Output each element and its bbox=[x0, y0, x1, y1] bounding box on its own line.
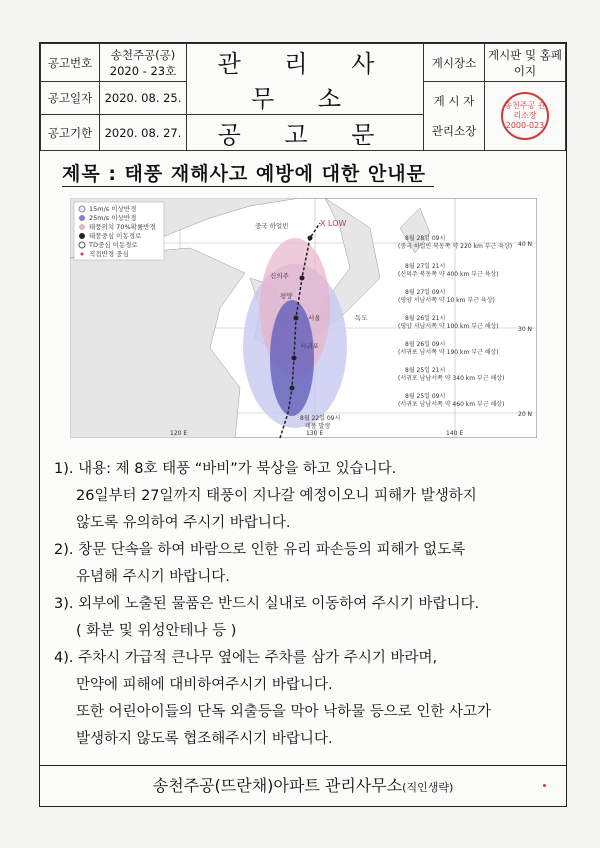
poster-cell: 게 시 자 관리소장 bbox=[424, 82, 485, 151]
date-value: 2020. 08. 25. bbox=[100, 82, 187, 115]
place-label: 게시장소 bbox=[424, 44, 485, 82]
red-dot bbox=[543, 784, 546, 787]
svg-text:30 N: 30 N bbox=[518, 326, 533, 333]
svg-text:태풍 발생: 태풍 발생 bbox=[305, 423, 331, 430]
svg-text:20 N: 20 N bbox=[518, 411, 533, 418]
title-underline bbox=[62, 186, 434, 187]
official-stamp: 송천주공 관리소장 2000-023 bbox=[501, 92, 549, 140]
svg-text:8월 27일 09시: 8월 27일 09시 bbox=[405, 289, 446, 296]
place-label: 서귀포 bbox=[300, 342, 319, 350]
svg-text:130 E: 130 E bbox=[306, 430, 324, 437]
stamp-cell bbox=[485, 82, 566, 151]
svg-text:8월 22일 09시: 8월 22일 09시 bbox=[300, 415, 341, 422]
svg-text:8월 25일 09시: 8월 25일 09시 bbox=[405, 393, 446, 400]
place-label: 중국 하얼빈 bbox=[255, 222, 289, 230]
item-4-line-2: 만약에 피해에 대비하여주시기 바랍니다. bbox=[76, 677, 333, 693]
svg-text:(서귀포 남서쪽 약 190 km 부근 해상): (서귀포 남서쪽 약 190 km 부근 해상) bbox=[398, 349, 499, 356]
notice-title: 공 고 문 bbox=[187, 115, 424, 151]
footer bbox=[40, 773, 566, 796]
item-1-line-2: 26일부터 27일까지 태풍이 지나갈 예정이오니 피해가 발생하지 bbox=[76, 488, 477, 504]
place-label: 신의주 bbox=[270, 272, 289, 280]
svg-text:(평양 서남서쪽 약 100 km 부근 해상): (평양 서남서쪽 약 100 km 부근 해상) bbox=[398, 323, 499, 330]
notice-frame bbox=[39, 42, 567, 807]
item-3-line-1: 3). 외부에 노출된 물품은 반드시 실내로 이동하여 주시기 바랍니다. bbox=[54, 596, 480, 612]
footer-main: 송천주공(뜨란채)아파트 관리사무소 bbox=[152, 776, 403, 795]
item-4-line-3: 또한 어린아이들의 단독 외출등을 막아 낙하물 등으로 인한 사고가 bbox=[76, 704, 492, 720]
place-label: 평양 bbox=[280, 292, 293, 300]
svg-text:(중국 하얼빈 북동쪽 약 220 km 부근 육상): (중국 하얼빈 북동쪽 약 220 km 부근 육상) bbox=[398, 243, 513, 250]
low-label: X LOW bbox=[320, 219, 347, 228]
place-value: 게시판 및 홈페이지 bbox=[485, 44, 566, 82]
date-label: 공고일자 bbox=[41, 82, 100, 115]
svg-text:8월 26일 09시: 8월 26일 09시 bbox=[405, 341, 446, 348]
notice-no-value: 송천주공(공) 2020 - 23호 bbox=[100, 44, 187, 82]
svg-text:(신의주 북동쪽 약 400 km 부근 육상): (신의주 북동쪽 약 400 km 부근 육상) bbox=[398, 271, 499, 278]
place-label: 독도 bbox=[355, 314, 368, 322]
svg-text:(서귀포 남남서쪽 약 340 km 부근 해상): (서귀포 남남서쪽 약 340 km 부근 해상) bbox=[398, 375, 505, 382]
deadline-label: 공고기한 bbox=[41, 115, 100, 151]
legend-item: 25m/s 이상반경 bbox=[89, 214, 137, 222]
svg-text:140 E: 140 E bbox=[446, 430, 464, 437]
footer-divider bbox=[40, 765, 566, 766]
legend-item: 태풍중심 이동경로 bbox=[89, 232, 142, 240]
svg-text:8월 27일 21시: 8월 27일 21시 bbox=[405, 263, 446, 270]
item-4-line-1: 4). 주차시 가급적 큰나무 옆에는 주차를 삼가 주시기 바라며, bbox=[54, 650, 438, 666]
item-3-line-2: ( 화분 및 위성안테나 등 ) bbox=[76, 623, 237, 639]
svg-text:(평양 서남서쪽 약 10 km 부근 육상): (평양 서남서쪽 약 10 km 부근 육상) bbox=[398, 297, 495, 304]
item-1-line-3: 않도록 유의하여 주시기 바랍니다. bbox=[76, 515, 291, 531]
svg-text:120 E: 120 E bbox=[170, 430, 188, 437]
item-4-line-4: 발생하지 않도록 협조해주시기 바랍니다. bbox=[76, 731, 333, 747]
notice-body bbox=[54, 456, 554, 753]
header-table bbox=[40, 43, 566, 151]
deadline-value: 2020. 08. 27. bbox=[100, 115, 187, 151]
svg-text:(서귀포 남남서쪽 약 460 km 부근 해상): (서귀포 남남서쪽 약 460 km 부근 해상) bbox=[398, 401, 505, 408]
legend-item: 태풍위치 70%확률반경 bbox=[89, 223, 156, 231]
legend-item: 15m/s 이상반경 bbox=[89, 205, 137, 213]
svg-text:40 N: 40 N bbox=[518, 241, 533, 248]
notice-no-label: 공고번호 bbox=[41, 44, 100, 82]
item-2-line-2: 유념해 주시기 바랍니다. bbox=[76, 569, 230, 585]
svg-text:8월 28일 09시: 8월 28일 09시 bbox=[405, 235, 446, 242]
page-title: 제목 : 태풍 재해사고 예방에 대한 안내문 bbox=[62, 163, 426, 185]
item-2-line-1: 2). 창문 단속을 하여 바람으로 인한 유리 파손등의 피해가 없도록 bbox=[54, 542, 466, 558]
office-title: 관 리 사 무 소 bbox=[187, 44, 424, 115]
svg-text:8월 25일 21시: 8월 25일 21시 bbox=[405, 367, 446, 374]
item-1-line-1: 1). 내용: 제 8호 태풍 “바비”가 북상을 하고 있습니다. bbox=[54, 461, 397, 477]
legend-item: TD중심 이동경로 bbox=[89, 241, 138, 249]
typhoon-track-map bbox=[70, 198, 537, 438]
legend-item: 직접반경 중심 bbox=[89, 250, 129, 258]
footer-sub: (직인생략) bbox=[402, 781, 454, 794]
place-label: 서울 bbox=[308, 314, 321, 322]
svg-text:8월 26일 21시: 8월 26일 21시 bbox=[405, 315, 446, 322]
